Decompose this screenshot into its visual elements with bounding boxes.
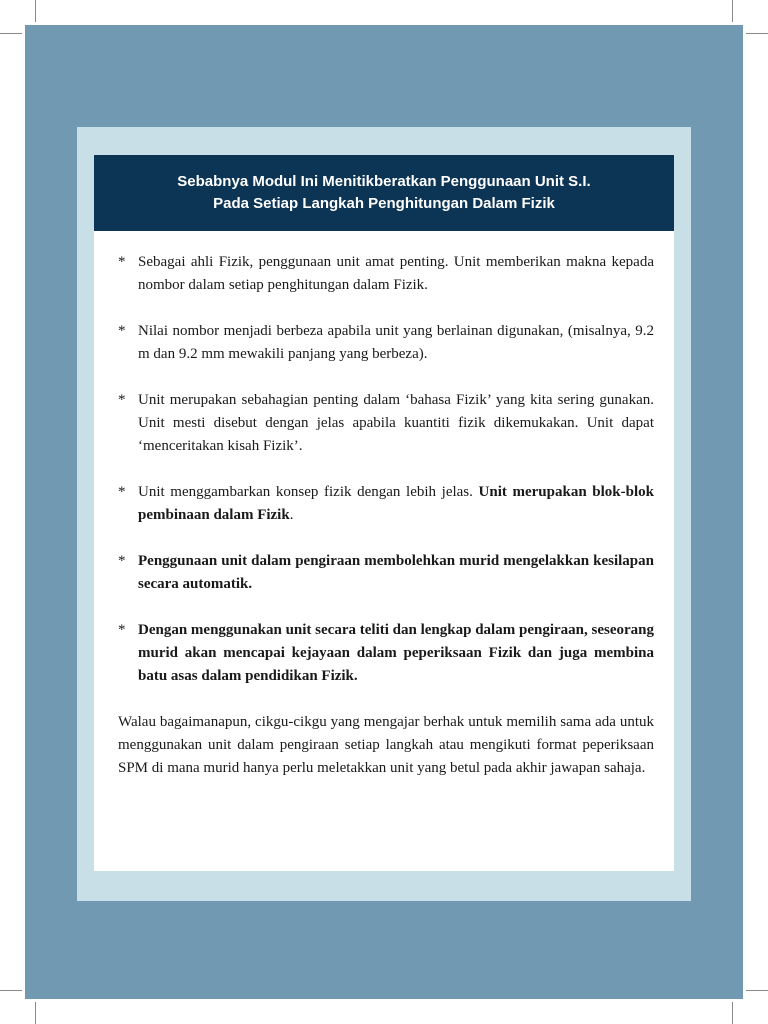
bullet-item [118,251,654,297]
crop-mark [746,990,768,991]
crop-mark [35,0,36,22]
closing-paragraph: Walau bagaimanapun, cikgu-cikgu yang mengajar berhak untuk memilih sama ada untuk menggunakan unit dalam pengiraan setiap langkah atau mengikuti format peperiksaan SPM di mana murid hanya perlu meletakkan unit yang betul pada akhir jawapan sahaja. [118,714,654,776]
bullet-marker: * [118,484,126,500]
bullet-text-bold: Unit merupakan blok-blok pembinaan dalam Fizik [138,484,654,523]
page-background [25,25,743,999]
bullet-text-bold: Penggunaan unit dalam pengiraan membolehkan murid mengelakkan kesilapan secara automatik. [138,553,654,592]
bullet-text: Unit merupakan sebahagian penting dalam ‘bahasa Fizik’ yang kita sering gunakan. Unit mesti disebut dengan jelas apabila kuantiti fizik dikemukakan. Unit dapat ‘menceritakan kisah Fizik’. [138,392,654,454]
crop-mark [746,33,768,34]
bullet-marker: * [118,392,126,408]
bullet-marker: * [118,622,126,638]
bullet-item [118,320,654,366]
bullet-marker: * [118,254,126,270]
title-line-1: Sebabnya Modul Ini Menitikberatkan Penggunaan Unit S.I. [177,173,591,190]
crop-mark [0,33,22,34]
bullet-text: Sebagai ahli Fizik, penggunaan unit amat penting. Unit memberikan makna kepada nombor dalam setiap penghitungan dalam Fizik. [138,254,654,293]
bullet-marker: * [118,323,126,339]
crop-mark [732,0,733,22]
bullet-marker: * [118,553,126,569]
bullet-item [118,550,654,596]
title-line-2: Pada Setiap Langkah Penghitungan Dalam Fizik [213,195,555,212]
bullet-item [118,389,654,458]
bullet-text-tail: . [289,507,294,523]
content-card [94,155,674,871]
page-title [94,155,674,231]
body-content [94,231,674,780]
crop-mark [0,990,22,991]
crop-mark [732,1002,733,1024]
content-frame [77,127,691,901]
crop-mark [35,1002,36,1024]
bullet-text-regular: Unit menggambarkan konsep fizik dengan lebih jelas. [138,484,479,500]
bullet-item [118,619,654,688]
bullet-text: Nilai nombor menjadi berbeza apabila unit yang berlainan digunakan, (misalnya, 9.2 m dan 9.2 mm mewakili panjang yang berbeza). [138,323,654,362]
bullet-text-bold: Dengan menggunakan unit secara teliti dan lengkap dalam pengiraan, seseorang murid akan mencapai kejayaan dalam peperiksaan Fizik dan juga membina batu asas dalam pendidikan Fizik. [138,622,654,684]
bullet-item [118,481,654,527]
bullet-text [138,481,654,527]
